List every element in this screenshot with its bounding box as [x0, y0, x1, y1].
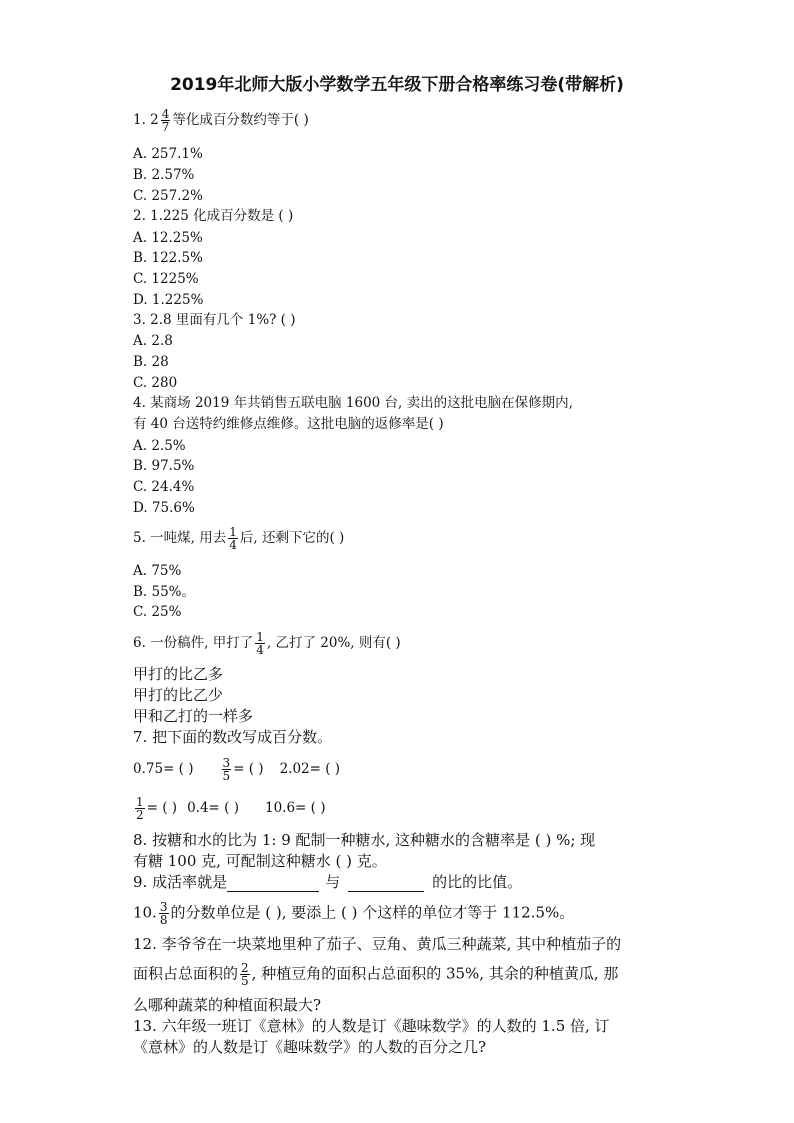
answer-blank[interactable] — [227, 877, 319, 892]
option: B. 55%。 — [133, 584, 196, 600]
option: C. 25% — [133, 604, 182, 620]
question-3: 3. 2.8 里面有几个 1%? ( ) — [133, 312, 296, 328]
question-9: 9. 成活率就是 与 的比的比值。 — [133, 873, 523, 891]
fraction: $\frac{1}{4}$ — [256, 630, 264, 657]
option: C. 257.2% — [133, 188, 203, 204]
option: 甲和乙打的一样多 — [133, 707, 254, 725]
option: B. 97.5% — [133, 458, 195, 474]
option: 甲打的比乙多 — [133, 665, 224, 683]
question-7: 7. 把下面的数改写成百分数。 — [133, 728, 333, 746]
question-13-line-1: 13. 六年级一班订《意林》的人数是订《趣味数学》的人数的 1.5 倍, 订 — [133, 1017, 610, 1035]
option: 甲打的比乙少 — [133, 686, 224, 704]
question-12-line-1: 12. 李爷爷在一块菜地里种了茄子、豆角、黄瓜三种蔬菜, 其中种植茄子的 — [133, 935, 622, 953]
question-10: 10. $\frac{3}{8}$ 的分数单位是 ( ), 要添上 ( ) 个这样的单位才等于 112.5%。 — [133, 900, 575, 927]
page-title: 2019年北师大版小学数学五年级下册合格率练习卷(带解析) — [170, 75, 624, 95]
question-7-row-1: 0.75= ( ) $\frac{3}{5}$ = ( ) 2.02= ( ) — [133, 756, 341, 783]
question-8-line-2: 有糖 100 克, 可配制这种糖水 ( ) 克。 — [133, 852, 387, 870]
option: A. 2.8 — [133, 333, 173, 349]
option: A. 75% — [133, 563, 182, 579]
option: B. 28 — [133, 354, 169, 370]
answer-blank[interactable] — [348, 877, 424, 892]
question-6: 6. 一份稿件, 甲打了 $\frac{1}{4}$ , 乙打了 20%, 则有( ) — [133, 630, 401, 657]
fraction: $\frac{3}{5}$ — [222, 756, 231, 783]
option: C. 280 — [133, 375, 178, 391]
fraction: $\frac{2}{5}$ — [241, 961, 249, 988]
option: C. 1225% — [133, 271, 199, 287]
question-4-line-2: 有 40 台送特约维修点维修。这批电脑的返修率是( ) — [133, 416, 444, 432]
question-7-row-2: $\frac{1}{2}$ = ( ) 0.4= ( ) 10.6= ( ) — [136, 795, 326, 822]
question-13-line-2: 《意林》的人数是订《趣味数学》的人数的百分之几? — [133, 1038, 487, 1056]
option: A. 257.1% — [133, 146, 203, 162]
option: B. 2.57% — [133, 167, 195, 183]
question-4-line-1: 4. 某商场 2019 年共销售五联电脑 1600 台, 卖出的这批电脑在保修期内, — [133, 395, 573, 411]
option: A. 2.5% — [133, 438, 186, 454]
option: B. 122.5% — [133, 250, 203, 266]
option: D. 75.6% — [133, 500, 195, 516]
question-5: 5. 一吨煤, 用去 $\frac{1}{4}$ 后, 还剩下它的( ) — [133, 525, 345, 552]
question-12-line-3: 么哪种蔬菜的种植面积最大? — [133, 996, 322, 1014]
question-8-line-1: 8. 按糖和水的比为 1: 9 配制一种糖水, 这种糖水的含糖率是 ( ) %; 现 — [133, 831, 596, 849]
fraction: $\frac{4}{7}$ — [161, 107, 170, 134]
fraction: $\frac{3}{8}$ — [159, 900, 168, 927]
fraction: $\frac{1}{2}$ — [136, 795, 144, 822]
question-12-line-2: 面积占总面积的 $\frac{2}{5}$ , 种植豆角的面积占总面积的 35%, 其余的种植黄瓜, 那 — [133, 961, 619, 988]
option: D. 1.225% — [133, 292, 204, 308]
question-1: 1. 2 $\frac{4}{7}$ 等化成百分数约等于( ) — [133, 107, 309, 134]
fraction: $\frac{1}{4}$ — [229, 525, 237, 552]
option: A. 12.25% — [133, 230, 203, 246]
question-2: 2. 1.225 化成百分数是 ( ) — [133, 208, 294, 224]
option: C. 24.4% — [133, 479, 195, 495]
